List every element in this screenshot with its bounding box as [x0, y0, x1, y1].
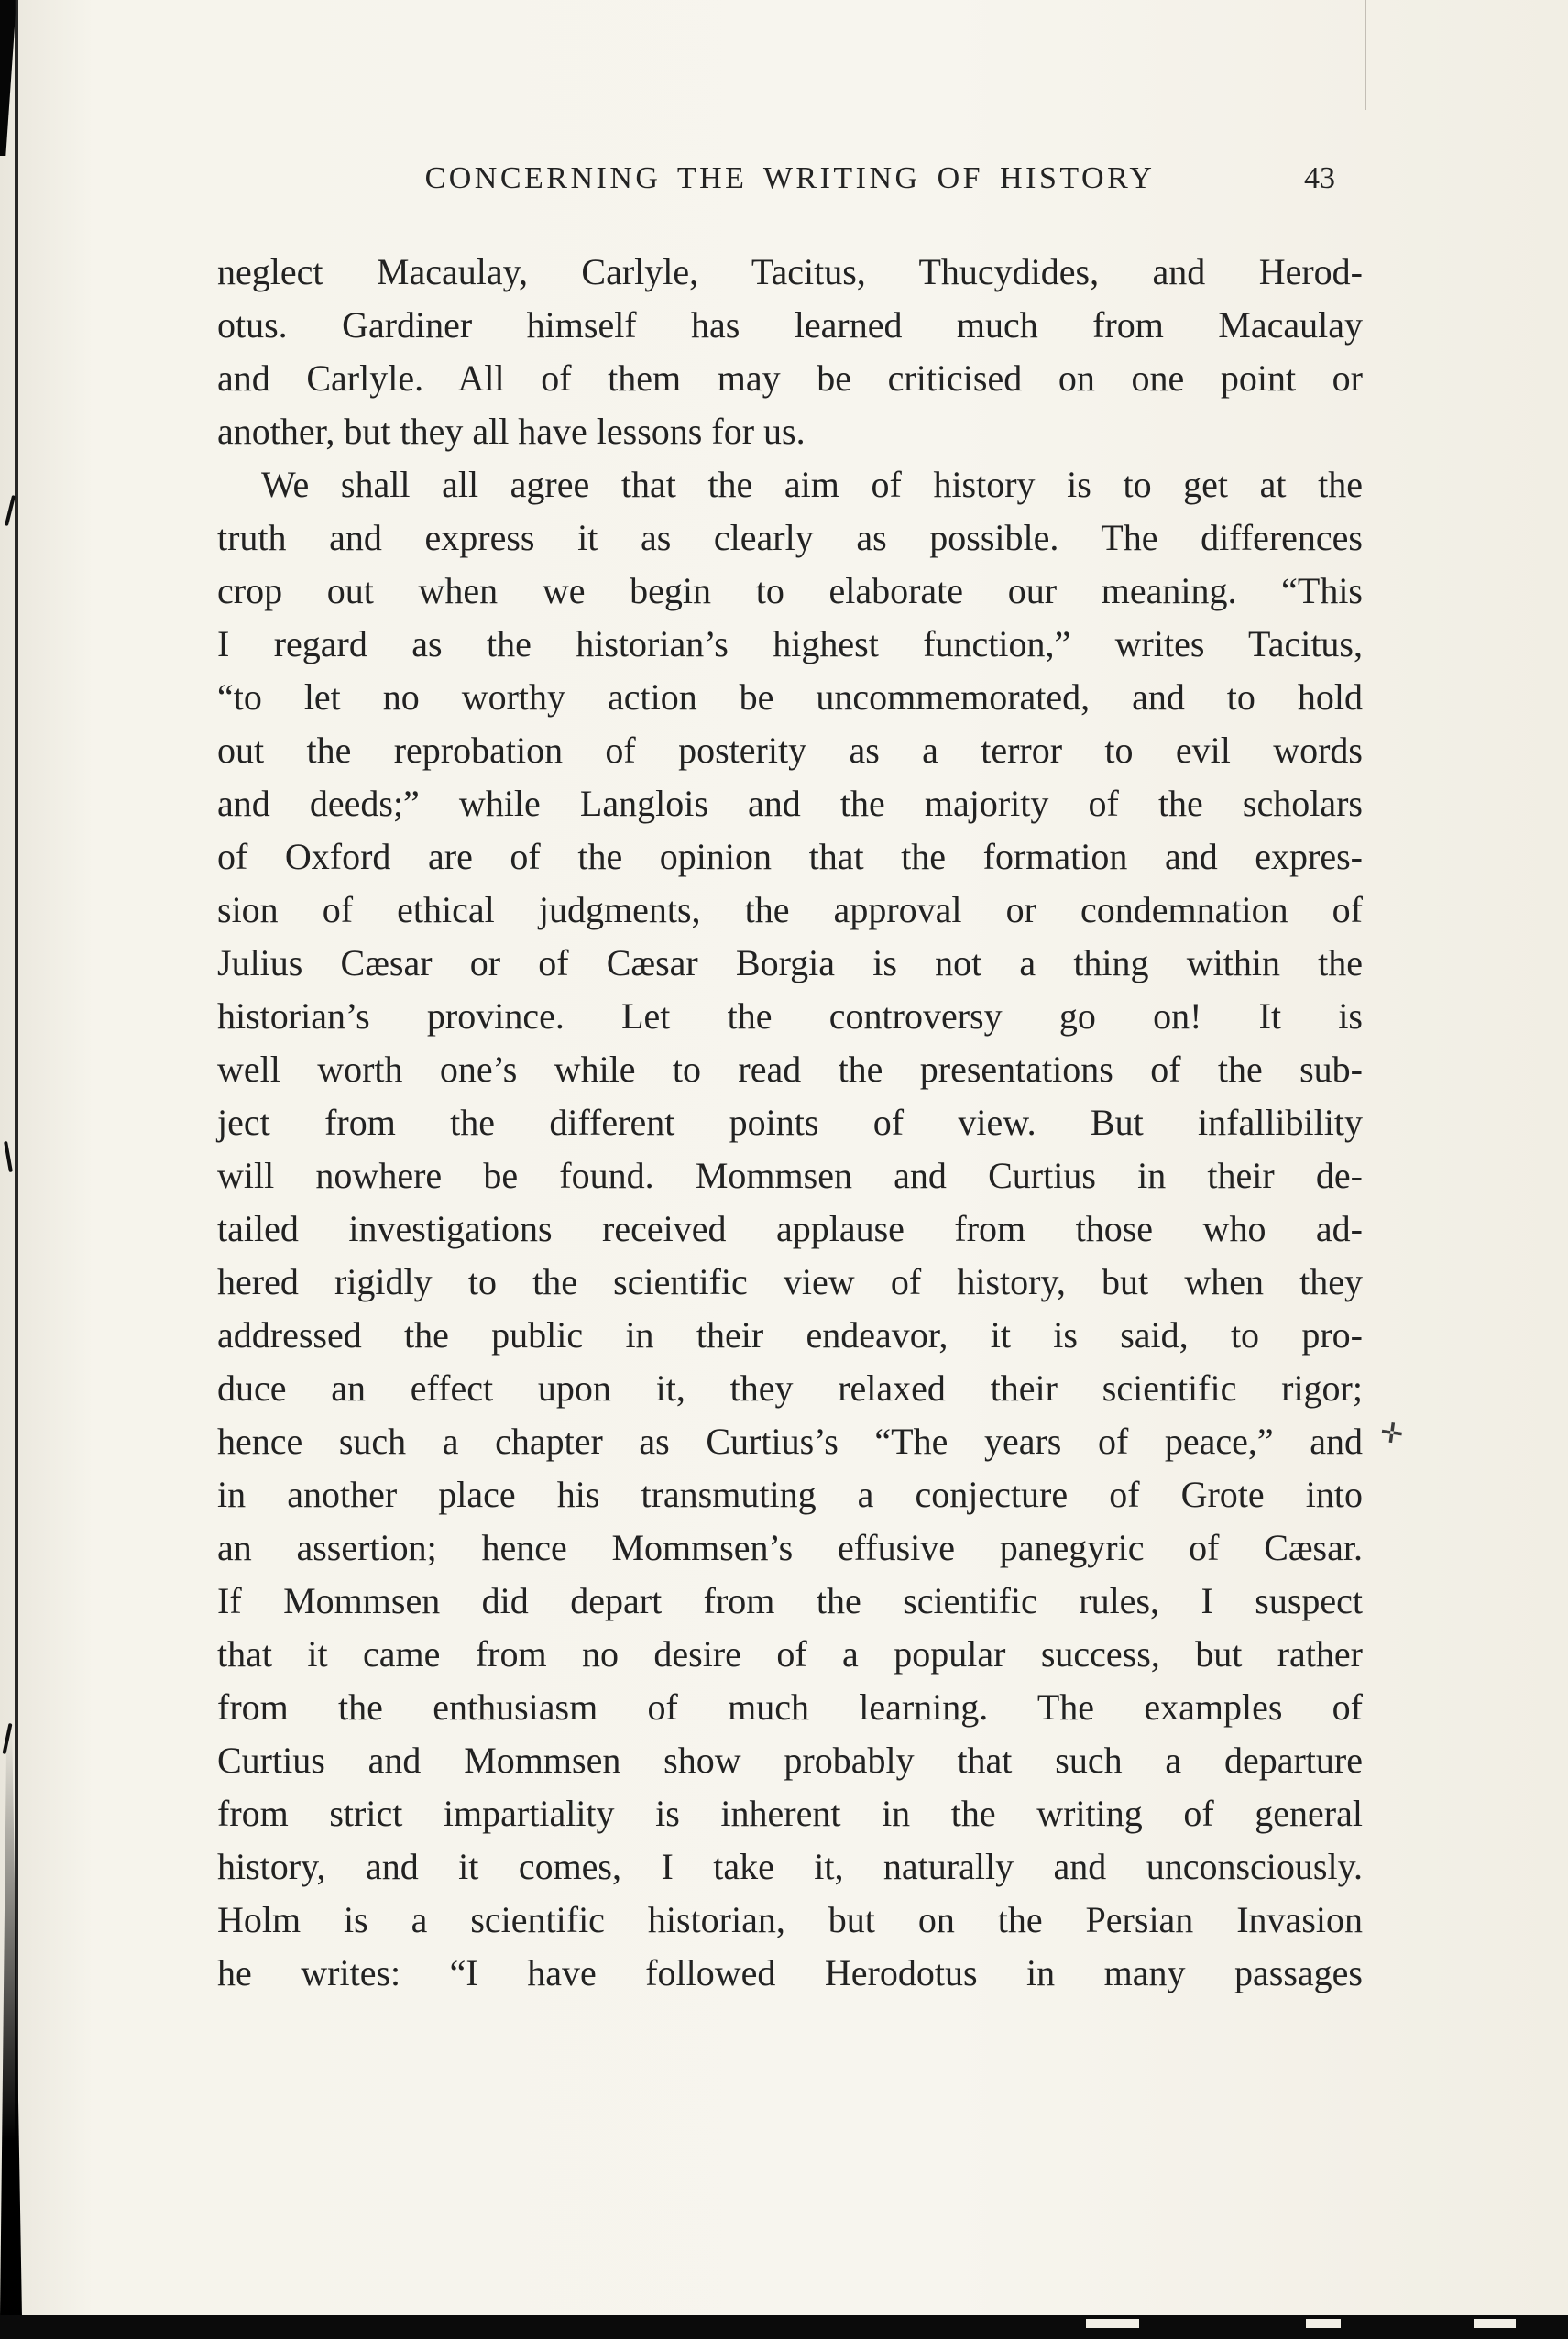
- text-line: addressed the public in their endeavor, it is said, to pro-: [217, 1314, 1363, 1356]
- text-line: from the enthusiasm of much learning. The examples of: [217, 1686, 1363, 1728]
- text-line: ject from the different points of view. But infallibility: [217, 1102, 1363, 1143]
- text-line: an assertion; hence Mommsen’s effusive panegyric of Cæsar.: [217, 1527, 1363, 1568]
- scan-bottom-bar-gap: [1306, 2319, 1341, 2328]
- text-line: and deeds;” while Langlois and the majority of the scholars: [217, 783, 1363, 824]
- text-line: that it came from no desire of a popular success, but rather: [217, 1633, 1363, 1675]
- scan-bottom-bar-gap: [1086, 2319, 1139, 2328]
- body-text: [217, 246, 1406, 2000]
- text-line: I regard as the historian’s highest function,” writes Tacitus,: [217, 623, 1363, 664]
- page-number: 43: [1304, 161, 1335, 195]
- running-title: CONCERNING THE WRITING OF HISTORY: [424, 161, 1156, 195]
- text-line: tailed investigations received applause from those who ad-: [217, 1208, 1363, 1249]
- text-line: hered rigidly to the scientific view of history, but when they: [217, 1261, 1363, 1302]
- scan-right-edge-line: [1365, 0, 1366, 110]
- text-line: crop out when we begin to elaborate our meaning. “This: [217, 570, 1363, 611]
- text-line: neglect Macaulay, Carlyle, Tacitus, Thucydides, and Herod-: [217, 251, 1363, 292]
- text-line: Curtius and Mommsen show probably that such a departure: [217, 1740, 1363, 1781]
- scan-gutter-wedge: [0, 1730, 22, 2317]
- text-line: he writes: “I have followed Herodotus in many passages: [217, 1952, 1363, 1993]
- text-line: in another place his transmuting a conjecture of Grote into: [217, 1474, 1363, 1515]
- text-line: history, and it comes, I take it, naturally and unconsciously.: [217, 1846, 1363, 1887]
- text-line: We shall all agree that the aim of history is to get at the: [261, 464, 1363, 505]
- text-line: from strict impartiality is inherent in the writing of general: [217, 1793, 1363, 1834]
- text-line: truth and express it as clearly as possible. The differences: [217, 517, 1363, 558]
- pencil-margin-mark: ✛: [1377, 1417, 1406, 1451]
- text-line: of Oxford are of the opinion that the formation and expres-: [217, 836, 1363, 877]
- scan-tick-mark: [4, 1141, 13, 1172]
- text-line: otus. Gardiner himself has learned much from Macaulay: [217, 304, 1363, 346]
- text-line: Julius Cæsar or of Cæsar Borgia is not a thing within the: [217, 942, 1363, 983]
- text-line: If Mommsen did depart from the scientific rules, I suspect: [217, 1580, 1363, 1621]
- text-line: and Carlyle. All of them may be criticised on one point or: [217, 357, 1363, 399]
- text-line: Holm is a scientific historian, but on the Persian Invasion: [217, 1899, 1363, 1940]
- page-header: [217, 161, 1363, 207]
- text-line: out the reprobation of posterity as a terror to evil words: [217, 730, 1363, 771]
- text-line: “to let no worthy action be uncommemorated, and to hold: [217, 676, 1363, 718]
- scan-bottom-bar-gap: [1474, 2319, 1516, 2328]
- text-line: another, but they all have lessons for us.: [217, 411, 806, 452]
- text-line: sion of ethical judgments, the approval or condemnation of: [217, 889, 1363, 930]
- text-line: will nowhere be found. Mommsen and Curtius in their de-: [217, 1155, 1363, 1196]
- text-line: hence such a chapter as Curtius’s “The years of peace,” and ✛: [217, 1417, 1406, 1462]
- text-line: well worth one’s while to read the presentations of the sub-: [217, 1049, 1363, 1090]
- text-line: historian’s province. Let the controversy go on! It is: [217, 995, 1363, 1037]
- text-line: duce an effect upon it, they relaxed their scientific rigor;: [217, 1367, 1363, 1409]
